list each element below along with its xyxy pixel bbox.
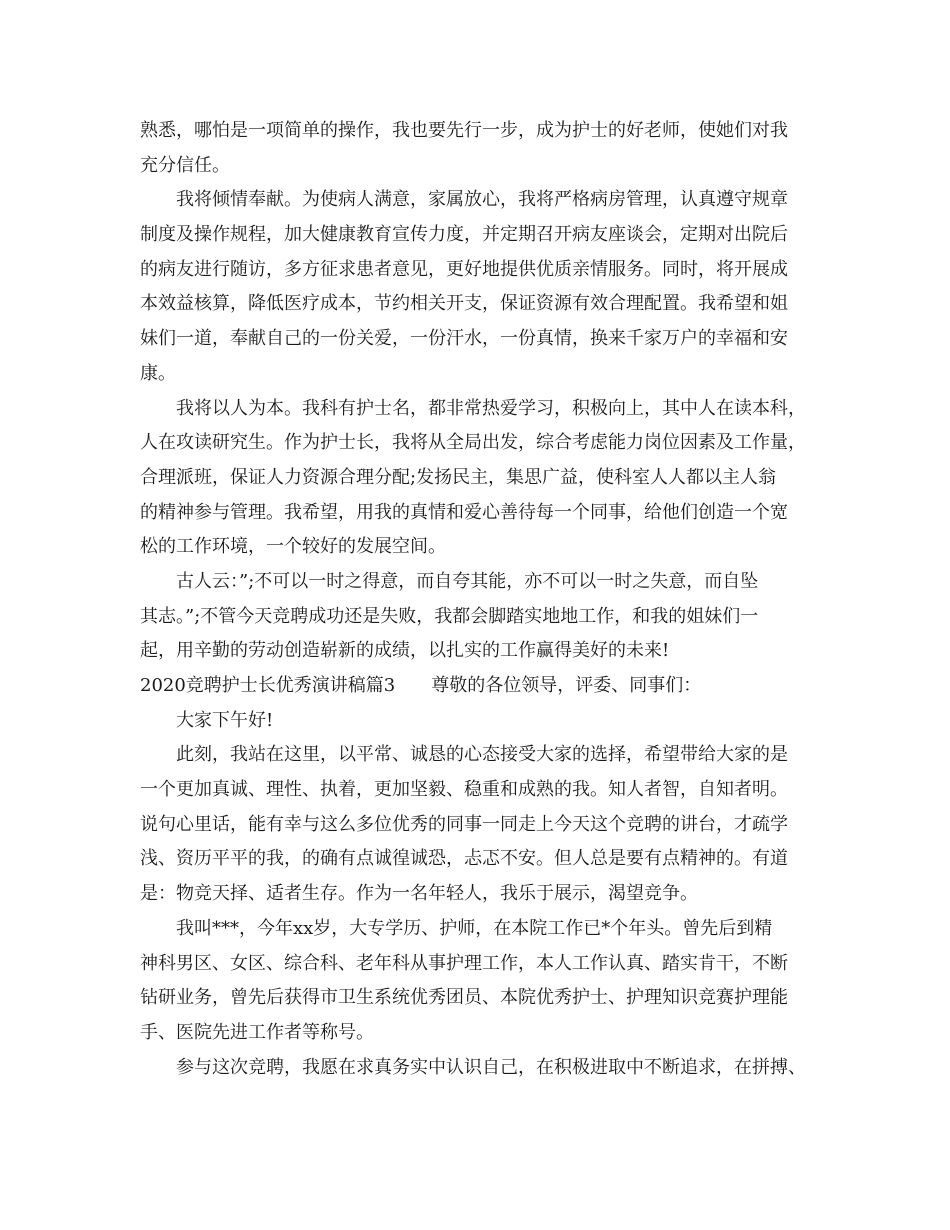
- text-line: 此刻，我站在这里，以平常、诚恳的心态接受大家的选择，希望带给大家的是: [176, 744, 788, 766]
- text-line: 合理派班，保证人力资源合理分配;发扬民主，集思广益，使科室人人都以主人翁: [140, 466, 777, 488]
- text-line: 充分信任。: [140, 154, 230, 176]
- text-line: 的病友进行随访，多方征求患者意见，更好地提供优质亲情服务。同时，将开展成: [140, 258, 788, 280]
- text-line: 熟悉，哪怕是一项简单的操作，我也要先行一步，成为护士的好老师，使她们对我: [140, 120, 788, 141]
- text-line: 浅、资历平平的我，的确有点诚徨诚恐，忐忑不安。但人总是要有点精神的。有道: [140, 848, 788, 870]
- text-line: 妹们一道，奉献自己的一份关爱，一份汗水，一份真情，换来千家万户的幸福和安: [140, 328, 788, 350]
- text-line: 神科男区、女区、综合科、老年科从事护理工作，本人工作认真、踏实肯干，不断: [140, 952, 788, 974]
- text-line: 本效益核算，降低医疗成本，节约相关开支，保证资源有效合理配置。我希望和姐: [140, 293, 788, 315]
- text-line: 康。: [140, 362, 176, 384]
- text-line: 我叫***，今年xx岁，大专学历、护师，在本院工作已*个年头。曾先后到精: [176, 917, 773, 939]
- text-line: 是：物竞天择、适者生存。作为一名年轻人，我乐于展示，渴望竞争。: [140, 883, 698, 905]
- text-line: 大家下午好!: [176, 709, 274, 731]
- text-line: 古人云：”;不可以一时之得意，而自夸其能，亦不可以一时之失意，而自坠: [176, 570, 759, 592]
- text-line: 的精神参与管理。我希望，用我的真情和爱心善待每一个同事，给他们创造一个宽: [140, 501, 788, 523]
- text-line: 2020竞聘护士长优秀演讲稿篇3 尊敬的各位领导，评委、同事们：: [140, 675, 702, 696]
- text-line: 松的工作环境，一个较好的发展空间。: [140, 536, 446, 558]
- text-line: 其志。”;不管今天竞聘成功还是失败，我都会脚踏实地地工作，和我的姐妹们一: [140, 605, 759, 627]
- text-line: 一个更加真诚、理性、执着，更加坚毅、稳重和成熟的我。知人者智，自知者明。: [140, 779, 788, 801]
- text-line: 我将倾情奉献。为使病人满意，家属放心，我将严格病房管理，认真遵守规章: [176, 189, 788, 211]
- text-line: 参与这次竞聘，我愿在求真务实中认识自己，在积极进取中不断追求，在拼搏、: [176, 1056, 806, 1078]
- text-line: 起，用辛勤的劳动创造崭新的成绩，以扎实的工作赢得美好的未来!: [140, 640, 670, 662]
- text-line: 我将以人为本。我科有护士名，都非常热爱学习，积极向上，其中人在读本科，: [176, 397, 806, 419]
- text-line: 钻研业务，曾先后获得市卫生系统优秀团员、本院优秀护士、护理知识竞赛护理能: [140, 987, 788, 1009]
- text-line: 说句心里话，能有幸与这么多位优秀的同事一同走上今天这个竞聘的讲台，才疏学: [140, 813, 788, 835]
- text-line: 制度及操作规程，加大健康教育宣传力度，并定期召开病友座谈会，定期对出院后: [140, 224, 788, 246]
- text-line: 人在攻读研究生。作为护士长，我将从全局出发，综合考虑能力岗位因素及工作量，: [140, 432, 806, 454]
- document-body: [140, 114, 830, 1085]
- text-line: 手、医院先进工作者等称号。: [140, 1021, 374, 1043]
